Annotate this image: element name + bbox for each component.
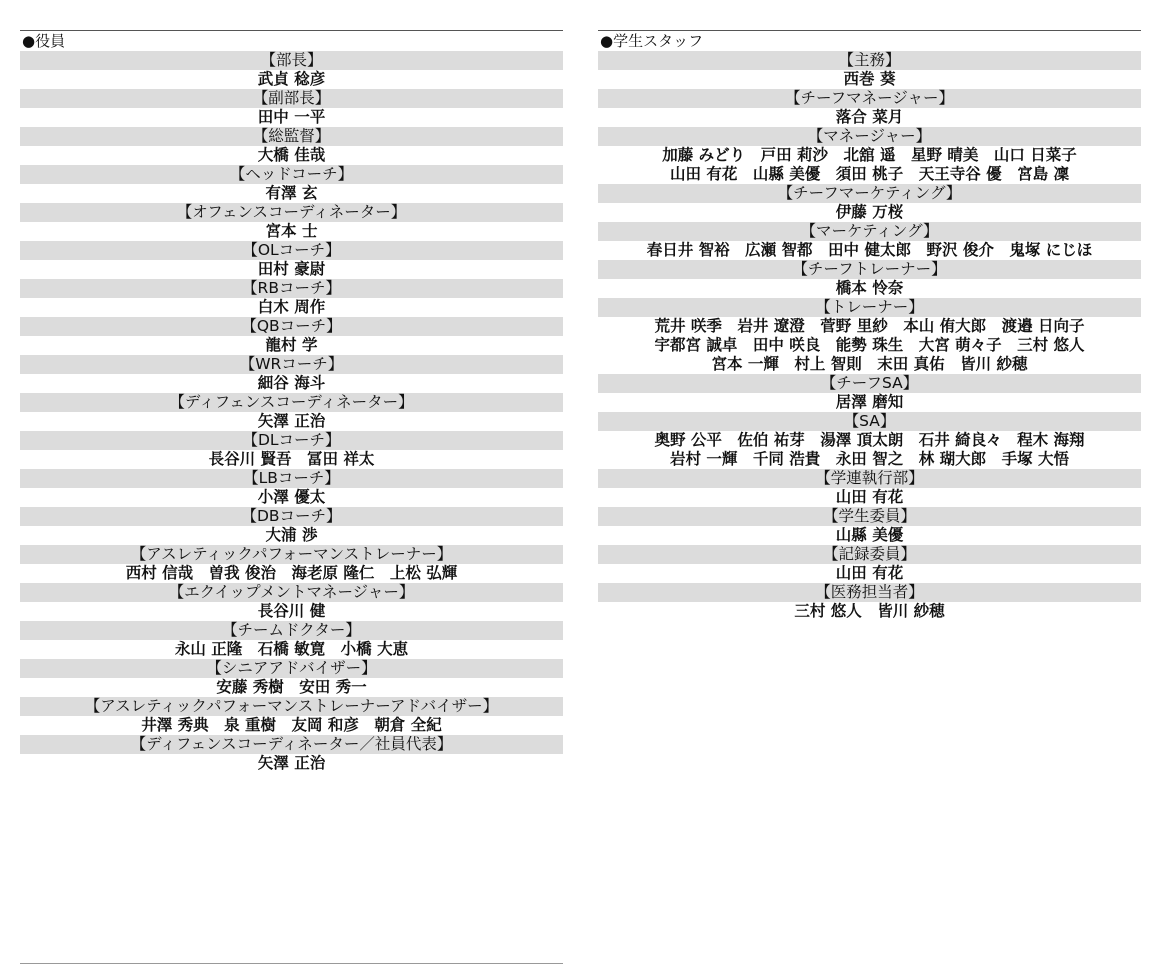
member-names: 細谷 海斗 [257, 374, 326, 392]
role-heading: 【学生委員】 [598, 507, 1141, 526]
role-heading: 【チーフトレーナー】 [598, 260, 1141, 279]
role-heading: 【チーフSA】 [598, 374, 1141, 393]
member-names: 山田 有花 山縣 美優 須田 桃子 天王寺谷 優 宮島 凜 [670, 165, 1069, 183]
role-heading: 【RBコーチ】 [20, 279, 563, 298]
member-names: 矢澤 正治 [257, 754, 326, 772]
member-names: 山縣 美優 [835, 526, 904, 544]
member-names: 宮本 士 [265, 222, 318, 240]
member-names: 橋本 怜奈 [835, 279, 904, 297]
role-heading: 【QBコーチ】 [20, 317, 563, 336]
member-names: 田中 一平 [257, 108, 326, 126]
role-heading: 【ディフェンスコーディネーター】 [20, 393, 563, 412]
member-names: 伊藤 万桜 [835, 203, 904, 221]
role-heading: 【部長】 [20, 51, 563, 70]
member-names: 岩村 一輝 千同 浩貴 永田 智之 林 瑚大郎 手塚 大悟 [670, 450, 1069, 468]
role-heading: 【シニアアドバイザー】 [20, 659, 563, 678]
role-heading: 【学連執行部】 [598, 469, 1141, 488]
member-names: 西村 信哉 曽我 俊治 海老原 隆仁 上松 弘輝 [125, 564, 458, 582]
role-heading: 【ヘッドコーチ】 [20, 165, 563, 184]
role-heading: 【ディフェンスコーディネーター／社員代表】 [20, 735, 563, 754]
member-names: 三村 悠人 皆川 紗穂 [794, 602, 945, 620]
member-names: 長谷川 健 [257, 602, 326, 620]
member-names: 長谷川 賢吾 冨田 祥太 [208, 450, 375, 468]
role-heading: 【オフェンスコーディネーター】 [20, 203, 563, 222]
member-names: 田村 豪尉 [257, 260, 326, 278]
role-heading: 【LBコーチ】 [20, 469, 563, 488]
role-heading: 【エクイップメントマネージャー】 [20, 583, 563, 602]
member-names: 永山 正隆 石橋 敏寛 小橋 大恵 [174, 640, 409, 658]
bottom-divider [20, 963, 563, 964]
role-heading: 【WRコーチ】 [20, 355, 563, 374]
member-names: 井澤 秀典 泉 重樹 友岡 和彦 朝倉 全紀 [141, 716, 442, 734]
role-heading: 【アスレティックパフォーマンストレーナーアドバイザー】 [20, 697, 563, 716]
student-staff-roster [598, 51, 1141, 621]
role-heading: 【チームドクター】 [20, 621, 563, 640]
member-names: 山田 有花 [835, 488, 904, 506]
role-heading: 【DLコーチ】 [20, 431, 563, 450]
role-heading: 【総監督】 [20, 127, 563, 146]
member-names: 安藤 秀樹 安田 秀一 [216, 678, 367, 696]
role-heading: 【DBコーチ】 [20, 507, 563, 526]
member-names: 西巻 葵 [843, 70, 896, 88]
member-names: 春日井 智裕 広瀬 智都 田中 健太郎 野沢 俊介 鬼塚 にじほ [646, 241, 1093, 259]
role-heading: 【OLコーチ】 [20, 241, 563, 260]
member-names: 山田 有花 [835, 564, 904, 582]
member-names: 小澤 優太 [257, 488, 326, 506]
role-heading: 【マーケティング】 [598, 222, 1141, 241]
role-heading: 【副部長】 [20, 89, 563, 108]
role-heading: 【記録委員】 [598, 545, 1141, 564]
member-names: 奥野 公平 佐伯 祐芽 湯澤 頂太朗 石井 綺良々 程木 海翔 [654, 431, 1085, 449]
member-names: 宇都宮 誠卓 田中 咲良 能勢 珠生 大宮 萌々子 三村 悠人 [654, 336, 1085, 354]
member-names: 居澤 磨知 [835, 393, 904, 411]
member-names: 白木 周作 [257, 298, 326, 316]
officers-section-title: ●役員 [22, 32, 66, 50]
member-names: 宮本 一輝 村上 智則 末田 真佑 皆川 紗穂 [711, 355, 1028, 373]
member-names: 有澤 玄 [265, 184, 318, 202]
role-heading: 【アスレティックパフォーマンストレーナー】 [20, 545, 563, 564]
member-names: 荒井 咲季 岩井 遼澄 菅野 里紗 本山 侑大郎 渡邉 日向子 [654, 317, 1085, 335]
role-heading: 【マネージャー】 [598, 127, 1141, 146]
officers-roster [20, 51, 563, 773]
officers-panel [20, 30, 563, 773]
role-heading: 【チーフマーケティング】 [598, 184, 1141, 203]
member-names: 龍村 学 [265, 336, 318, 354]
member-names: 矢澤 正治 [257, 412, 326, 430]
role-heading: 【SA】 [598, 412, 1141, 431]
member-names: 大橋 佳哉 [257, 146, 326, 164]
role-heading: 【医務担当者】 [598, 583, 1141, 602]
member-names: 落合 菜月 [835, 108, 904, 126]
role-heading: 【トレーナー】 [598, 298, 1141, 317]
role-heading: 【チーフマネージャー】 [598, 89, 1141, 108]
student-staff-section-title: ●学生スタッフ [600, 32, 704, 50]
member-names: 武貞 稔彦 [257, 70, 326, 88]
member-names: 大浦 渉 [265, 526, 318, 544]
student-staff-panel [598, 30, 1141, 621]
role-heading: 【主務】 [598, 51, 1141, 70]
member-names: 加藤 みどり 戸田 莉沙 北舘 遥 星野 晴美 山口 日菜子 [662, 146, 1077, 164]
